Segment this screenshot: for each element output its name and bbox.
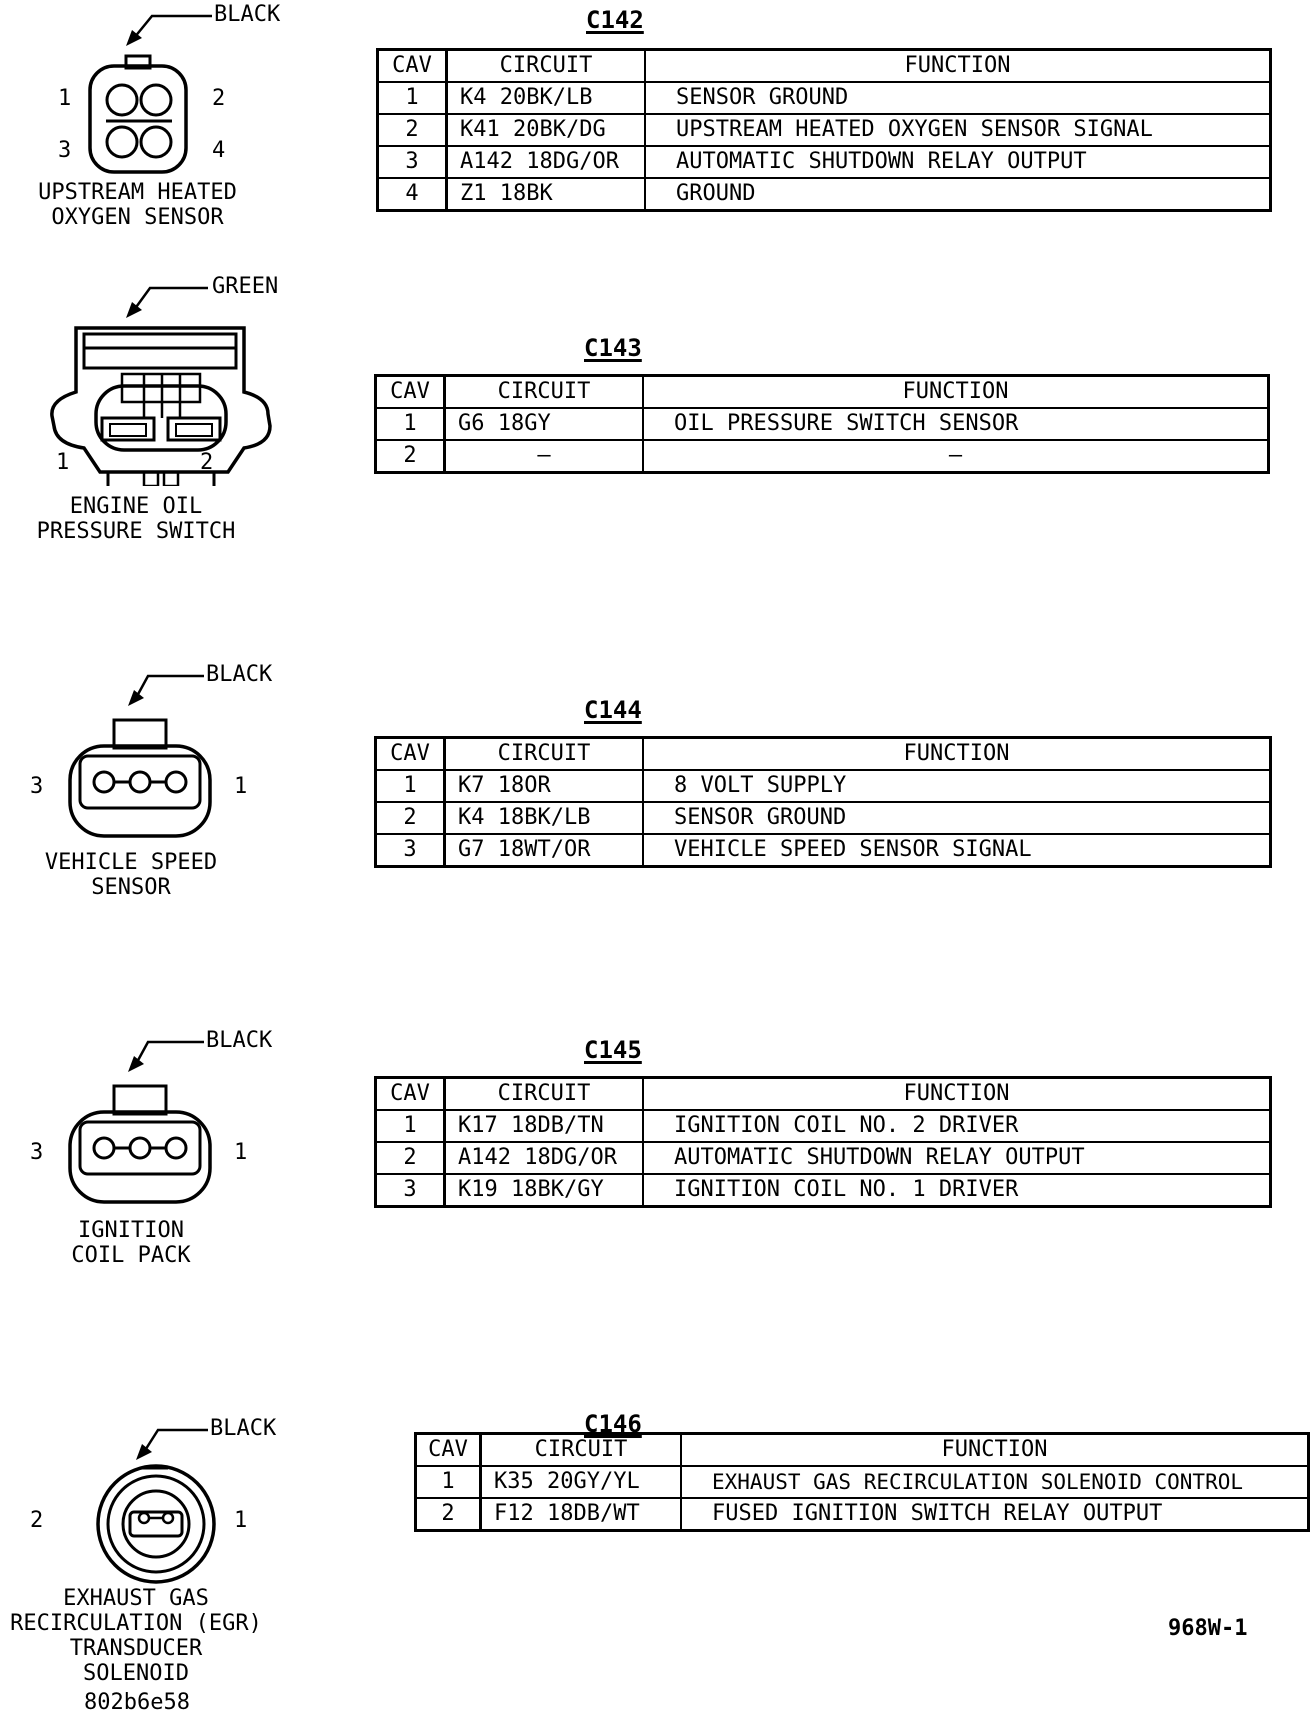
caption-line: COIL PACK xyxy=(71,1243,191,1268)
cav-cell: 1 xyxy=(416,1466,481,1498)
function-cell: SENSOR GROUND xyxy=(645,82,1271,114)
table-row xyxy=(376,1110,1271,1142)
circuit-cell: K41 20BK/DG xyxy=(447,114,646,146)
connector-caption xyxy=(0,180,275,230)
cav-cell: 2 xyxy=(376,802,445,834)
caption-line: ENGINE OIL xyxy=(69,494,203,519)
header-circuit: CIRCUIT xyxy=(445,1078,644,1111)
function-cell: FUSED IGNITION SWITCH RELAY OUTPUT xyxy=(681,1498,1309,1531)
cavity-label: 3 xyxy=(30,1140,44,1165)
function-cell: IGNITION COIL NO. 1 DRIVER xyxy=(643,1174,1271,1207)
pinout-table-c146 xyxy=(414,1432,1310,1532)
cav-cell: 3 xyxy=(378,146,447,178)
caption-line: UPSTREAM HEATED xyxy=(38,180,237,205)
table-row xyxy=(378,146,1271,178)
oxygen-sensor-connector-drawing xyxy=(60,0,300,180)
cavity-label: 1 xyxy=(58,86,72,111)
circuit-cell: G7 18WT/OR xyxy=(445,834,644,867)
circuit-cell: A142 18DG/OR xyxy=(445,1142,644,1174)
header-cav: CAV xyxy=(416,1434,481,1467)
connector-caption xyxy=(0,850,262,900)
cavity-label: 3 xyxy=(30,774,44,799)
function-cell: UPSTREAM HEATED OXYGEN SENSOR SIGNAL xyxy=(645,114,1271,146)
table-row xyxy=(378,114,1271,146)
function-cell: GROUND xyxy=(645,178,1271,211)
header-cav: CAV xyxy=(376,1078,445,1111)
caption-line: IGNITION xyxy=(78,1218,184,1243)
caption-line: OXYGEN SENSOR xyxy=(51,205,224,230)
header-cav: CAV xyxy=(378,50,447,83)
table-row xyxy=(376,1174,1271,1207)
connector-title: C145 xyxy=(584,1036,642,1064)
cavity-label: 1 xyxy=(234,774,248,799)
caption-line: EXHAUST GAS xyxy=(63,1586,209,1611)
circuit-cell: K35 20GY/YL xyxy=(481,1466,682,1498)
housing-color-label: BLACK xyxy=(206,1028,273,1053)
circuit-cell: K4 18BK/LB xyxy=(445,802,644,834)
function-cell: OIL PRESSURE SWITCH SENSOR xyxy=(643,408,1269,440)
table-header-row xyxy=(376,738,1271,771)
function-cell: 8 VOLT SUPPLY xyxy=(643,770,1271,802)
table-row xyxy=(416,1498,1309,1531)
cavity-label: 2 xyxy=(200,450,214,475)
egr-solenoid-connector-drawing xyxy=(60,1418,260,1588)
connector-title: C144 xyxy=(584,696,642,724)
header-cav: CAV xyxy=(376,376,445,409)
housing-color-label: BLACK xyxy=(214,2,281,27)
table-row xyxy=(376,408,1269,440)
cavity-label: 1 xyxy=(234,1140,248,1165)
circuit-cell: – xyxy=(445,440,644,473)
connector-caption xyxy=(0,1218,262,1268)
housing-color-label: BLACK xyxy=(206,662,273,687)
image-id: 802b6e58 xyxy=(84,1690,190,1715)
function-cell: AUTOMATIC SHUTDOWN RELAY OUTPUT xyxy=(643,1142,1271,1174)
header-function: FUNCTION xyxy=(643,738,1271,771)
header-function: FUNCTION xyxy=(645,50,1271,83)
cav-cell: 3 xyxy=(376,834,445,867)
figure-code: 968W-1 xyxy=(1168,1616,1248,1641)
cav-cell: 2 xyxy=(378,114,447,146)
table-header-row xyxy=(416,1434,1309,1467)
table-row xyxy=(376,834,1271,867)
connector-caption xyxy=(0,1586,272,1686)
header-circuit: CIRCUIT xyxy=(481,1434,682,1467)
header-circuit: CIRCUIT xyxy=(445,738,644,771)
circuit-cell: K19 18BK/GY xyxy=(445,1174,644,1207)
header-function: FUNCTION xyxy=(643,1078,1271,1111)
cavity-label: 1 xyxy=(234,1508,248,1533)
table-row xyxy=(376,440,1269,473)
header-cav: CAV xyxy=(376,738,445,771)
cavity-label: 1 xyxy=(56,450,70,475)
pinout-table-c145 xyxy=(374,1076,1272,1208)
circuit-cell: G6 18GY xyxy=(445,408,644,440)
table-header-row xyxy=(378,50,1271,83)
connector-title: C146 xyxy=(584,1410,642,1438)
function-cell: EXHAUST GAS RECIRCULATION SOLENOID CONTROL xyxy=(681,1466,1309,1498)
connector-title: C143 xyxy=(584,334,642,362)
connector-caption xyxy=(0,494,272,544)
cav-cell: 1 xyxy=(376,770,445,802)
function-cell: – xyxy=(643,440,1269,473)
caption-line: RECIRCULATION (EGR) xyxy=(10,1611,262,1636)
cav-cell: 1 xyxy=(378,82,447,114)
cav-cell: 1 xyxy=(376,408,445,440)
table-row xyxy=(378,82,1271,114)
oil-pressure-switch-connector-drawing xyxy=(40,276,280,486)
cavity-label: 4 xyxy=(212,138,226,163)
cavity-label: 3 xyxy=(58,138,72,163)
function-cell: VEHICLE SPEED SENSOR SIGNAL xyxy=(643,834,1271,867)
circuit-cell: A142 18DG/OR xyxy=(447,146,646,178)
table-row xyxy=(378,178,1271,211)
cavity-label: 2 xyxy=(30,1508,44,1533)
caption-line: TRANSDUCER xyxy=(69,1636,203,1661)
cav-cell: 4 xyxy=(378,178,447,211)
circuit-cell: K17 18DB/TN xyxy=(445,1110,644,1142)
housing-color-label: BLACK xyxy=(210,1416,277,1441)
header-function: FUNCTION xyxy=(681,1434,1309,1467)
cav-cell: 2 xyxy=(376,1142,445,1174)
ignition-coil-pack-connector-drawing xyxy=(56,1030,256,1210)
connector-title: C142 xyxy=(586,6,644,34)
caption-line: VEHICLE SPEED xyxy=(44,850,218,875)
function-cell: IGNITION COIL NO. 2 DRIVER xyxy=(643,1110,1271,1142)
pinout-table-c144 xyxy=(374,736,1272,868)
housing-color-label: GREEN xyxy=(212,274,279,299)
cavity-label: 2 xyxy=(212,86,226,111)
vehicle-speed-sensor-connector-drawing xyxy=(56,664,256,844)
pinout-table-c142 xyxy=(376,48,1272,212)
circuit-cell: Z1 18BK xyxy=(447,178,646,211)
header-circuit: CIRCUIT xyxy=(447,50,646,83)
caption-line: PRESSURE SWITCH xyxy=(36,519,236,544)
table-header-row xyxy=(376,1078,1271,1111)
circuit-cell: F12 18DB/WT xyxy=(481,1498,682,1531)
header-function: FUNCTION xyxy=(643,376,1269,409)
pinout-table-c143 xyxy=(374,374,1270,474)
cav-cell: 3 xyxy=(376,1174,445,1207)
cav-cell: 2 xyxy=(376,440,445,473)
circuit-cell: K7 18OR xyxy=(445,770,644,802)
cav-cell: 2 xyxy=(416,1498,481,1531)
table-row xyxy=(376,770,1271,802)
table-row xyxy=(376,802,1271,834)
header-circuit: CIRCUIT xyxy=(445,376,644,409)
caption-line: SENSOR xyxy=(91,875,171,900)
circuit-cell: K4 20BK/LB xyxy=(447,82,646,114)
cav-cell: 1 xyxy=(376,1110,445,1142)
table-header-row xyxy=(376,376,1269,409)
function-cell: SENSOR GROUND xyxy=(643,802,1271,834)
caption-line: SOLENOID xyxy=(83,1661,189,1686)
table-row xyxy=(416,1466,1309,1498)
table-row xyxy=(376,1142,1271,1174)
function-cell: AUTOMATIC SHUTDOWN RELAY OUTPUT xyxy=(645,146,1271,178)
